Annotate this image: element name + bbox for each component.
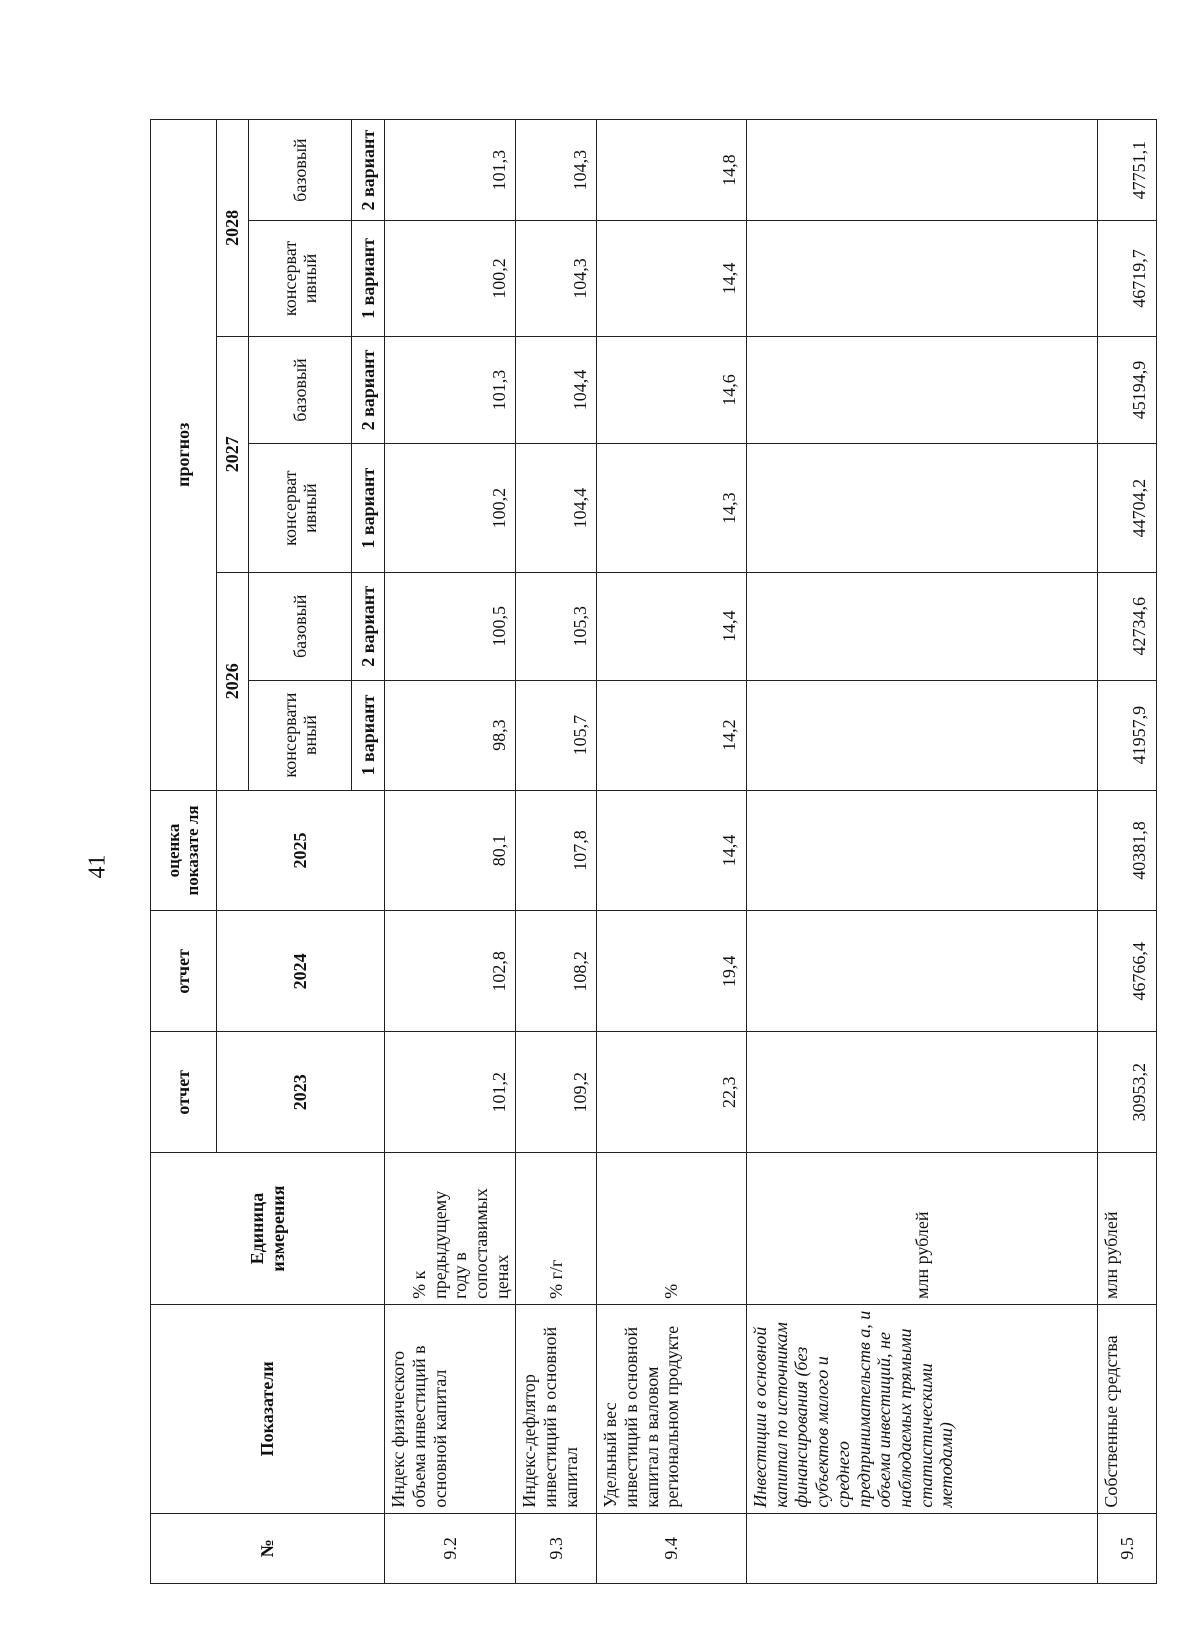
cell-2025: 107,8 bbox=[516, 790, 597, 911]
cell-2024: 108,2 bbox=[516, 911, 597, 1032]
cell-2025: 40381,8 bbox=[1098, 790, 1157, 911]
header-variant-base-2026: базовый bbox=[249, 572, 352, 680]
table-row bbox=[1098, 120, 1157, 1584]
row-no bbox=[747, 1513, 1098, 1583]
cell-2027-v2: 14,6 bbox=[597, 336, 747, 444]
table-row bbox=[385, 120, 516, 1584]
header-unit: Единица измерения bbox=[151, 1153, 385, 1305]
cell-2028-v2: 47751,1 bbox=[1098, 120, 1157, 221]
cell-2024 bbox=[747, 911, 1098, 1032]
header-year-2026: 2026 bbox=[216, 572, 249, 790]
row-indicator: Индекс-дефлятор инвестиций в основной капитал bbox=[516, 1304, 597, 1513]
cell-2026-v1: 105,7 bbox=[516, 680, 597, 790]
cell-2028-v1: 14,4 bbox=[597, 221, 747, 336]
cell-2026-v2: 42734,6 bbox=[1098, 572, 1157, 680]
cell-2028-v1: 104,3 bbox=[516, 221, 597, 336]
row-unit: млн рублей bbox=[1098, 1153, 1157, 1305]
cell-2025: 80,1 bbox=[385, 790, 516, 911]
cell-2027-v1: 14,3 bbox=[597, 444, 747, 573]
cell-2026-v1 bbox=[747, 680, 1098, 790]
cell-2024: 46766,4 bbox=[1098, 911, 1157, 1032]
cell-2027-v1: 44704,2 bbox=[1098, 444, 1157, 573]
row-unit: % к предыдущему году в сопоставимых ценах bbox=[385, 1153, 516, 1305]
header-variant1-2028: 1 вариант bbox=[352, 221, 385, 336]
cell-2023: 22,3 bbox=[597, 1032, 747, 1153]
header-no: № bbox=[151, 1513, 385, 1583]
header-forecast: прогноз bbox=[151, 120, 217, 791]
header-variant-base-2027: базовый bbox=[249, 336, 352, 444]
header-variant1-2027: 1 вариант bbox=[352, 444, 385, 573]
cell-2026-v2: 100,5 bbox=[385, 572, 516, 680]
cell-2025 bbox=[747, 790, 1098, 911]
header-year-2027: 2027 bbox=[216, 336, 249, 572]
forecast-table-rotated bbox=[150, 119, 1157, 1584]
cell-2028-v1: 46719,7 bbox=[1098, 221, 1157, 336]
table-row bbox=[597, 120, 747, 1584]
row-indicator: Инвестиции в основной капитал по источникам финансирования (без субъектов малого и среднего предпринимательств а, и объема инвестиций, не наблюдаемых прямыми статистическими методами) bbox=[747, 1304, 1098, 1513]
header-year-2023: 2023 bbox=[216, 1032, 385, 1153]
cell-2026-v2: 105,3 bbox=[516, 572, 597, 680]
cell-2028-v2: 14,8 bbox=[597, 120, 747, 221]
header-variant-base-2028: базовый bbox=[249, 120, 352, 221]
header-variant-cons-2026: консервати вный bbox=[249, 680, 352, 790]
cell-2027-v2: 45194,9 bbox=[1098, 336, 1157, 444]
cell-2026-v1: 14,2 bbox=[597, 680, 747, 790]
row-indicator: Удельный вес инвестиций в основной капитал в валовом региональном продукте bbox=[597, 1304, 747, 1513]
page-number: 41 bbox=[84, 854, 111, 879]
row-no: 9.5 bbox=[1098, 1513, 1157, 1583]
cell-2026-v1: 41957,9 bbox=[1098, 680, 1157, 790]
header-variant2-2028: 2 вариант bbox=[352, 120, 385, 221]
cell-2024: 19,4 bbox=[597, 911, 747, 1032]
header-variant-cons-2027: консерват ивный bbox=[249, 444, 352, 573]
cell-2023: 30953,2 bbox=[1098, 1032, 1157, 1153]
header-variant2-2027: 2 вариант bbox=[352, 336, 385, 444]
table-row bbox=[747, 120, 1098, 1584]
cell-2028-v1 bbox=[747, 221, 1098, 336]
row-no: 9.2 bbox=[385, 1513, 516, 1583]
cell-2028-v2 bbox=[747, 120, 1098, 221]
row-unit: млн рублей bbox=[747, 1153, 1098, 1305]
cell-2023 bbox=[747, 1032, 1098, 1153]
row-indicator: Собственные средства bbox=[1098, 1304, 1157, 1513]
cell-2028-v1: 100,2 bbox=[385, 221, 516, 336]
header-variant-cons-2028: консерват ивный bbox=[249, 221, 352, 336]
table-row bbox=[516, 120, 597, 1584]
header-year-2024: 2024 bbox=[216, 911, 385, 1032]
cell-2027-v1 bbox=[747, 444, 1098, 573]
cell-2028-v2: 101,3 bbox=[385, 120, 516, 221]
header-variant1-2026: 1 вариант bbox=[352, 680, 385, 790]
header-year-2025: 2025 bbox=[216, 790, 385, 911]
row-no: 9.4 bbox=[597, 1513, 747, 1583]
cell-2028-v2: 104,3 bbox=[516, 120, 597, 221]
cell-2027-v1: 100,2 bbox=[385, 444, 516, 573]
cell-2023: 101,2 bbox=[385, 1032, 516, 1153]
header-year-2028: 2028 bbox=[216, 120, 249, 337]
header-estimate: оценка показате ля bbox=[151, 790, 217, 911]
header-report-2024: отчет bbox=[151, 911, 217, 1032]
header-indicators: Показатели bbox=[151, 1304, 385, 1513]
header-variant2-2026: 2 вариант bbox=[352, 572, 385, 680]
cell-2025: 14,4 bbox=[597, 790, 747, 911]
forecast-table bbox=[150, 119, 1157, 1584]
row-unit: % bbox=[597, 1153, 747, 1305]
row-no: 9.3 bbox=[516, 1513, 597, 1583]
cell-2023: 109,2 bbox=[516, 1032, 597, 1153]
cell-2027-v2: 101,3 bbox=[385, 336, 516, 444]
cell-2027-v1: 104,4 bbox=[516, 444, 597, 573]
cell-2026-v2: 14,4 bbox=[597, 572, 747, 680]
cell-2027-v2 bbox=[747, 336, 1098, 444]
cell-2026-v2 bbox=[747, 572, 1098, 680]
row-indicator: Индекс физического объема инвестиций в основной капитал bbox=[385, 1304, 516, 1513]
cell-2026-v1: 98,3 bbox=[385, 680, 516, 790]
cell-2024: 102,8 bbox=[385, 911, 516, 1032]
header-report-2023: отчет bbox=[151, 1032, 217, 1153]
row-unit: % г/г bbox=[516, 1153, 597, 1305]
cell-2027-v2: 104,4 bbox=[516, 336, 597, 444]
